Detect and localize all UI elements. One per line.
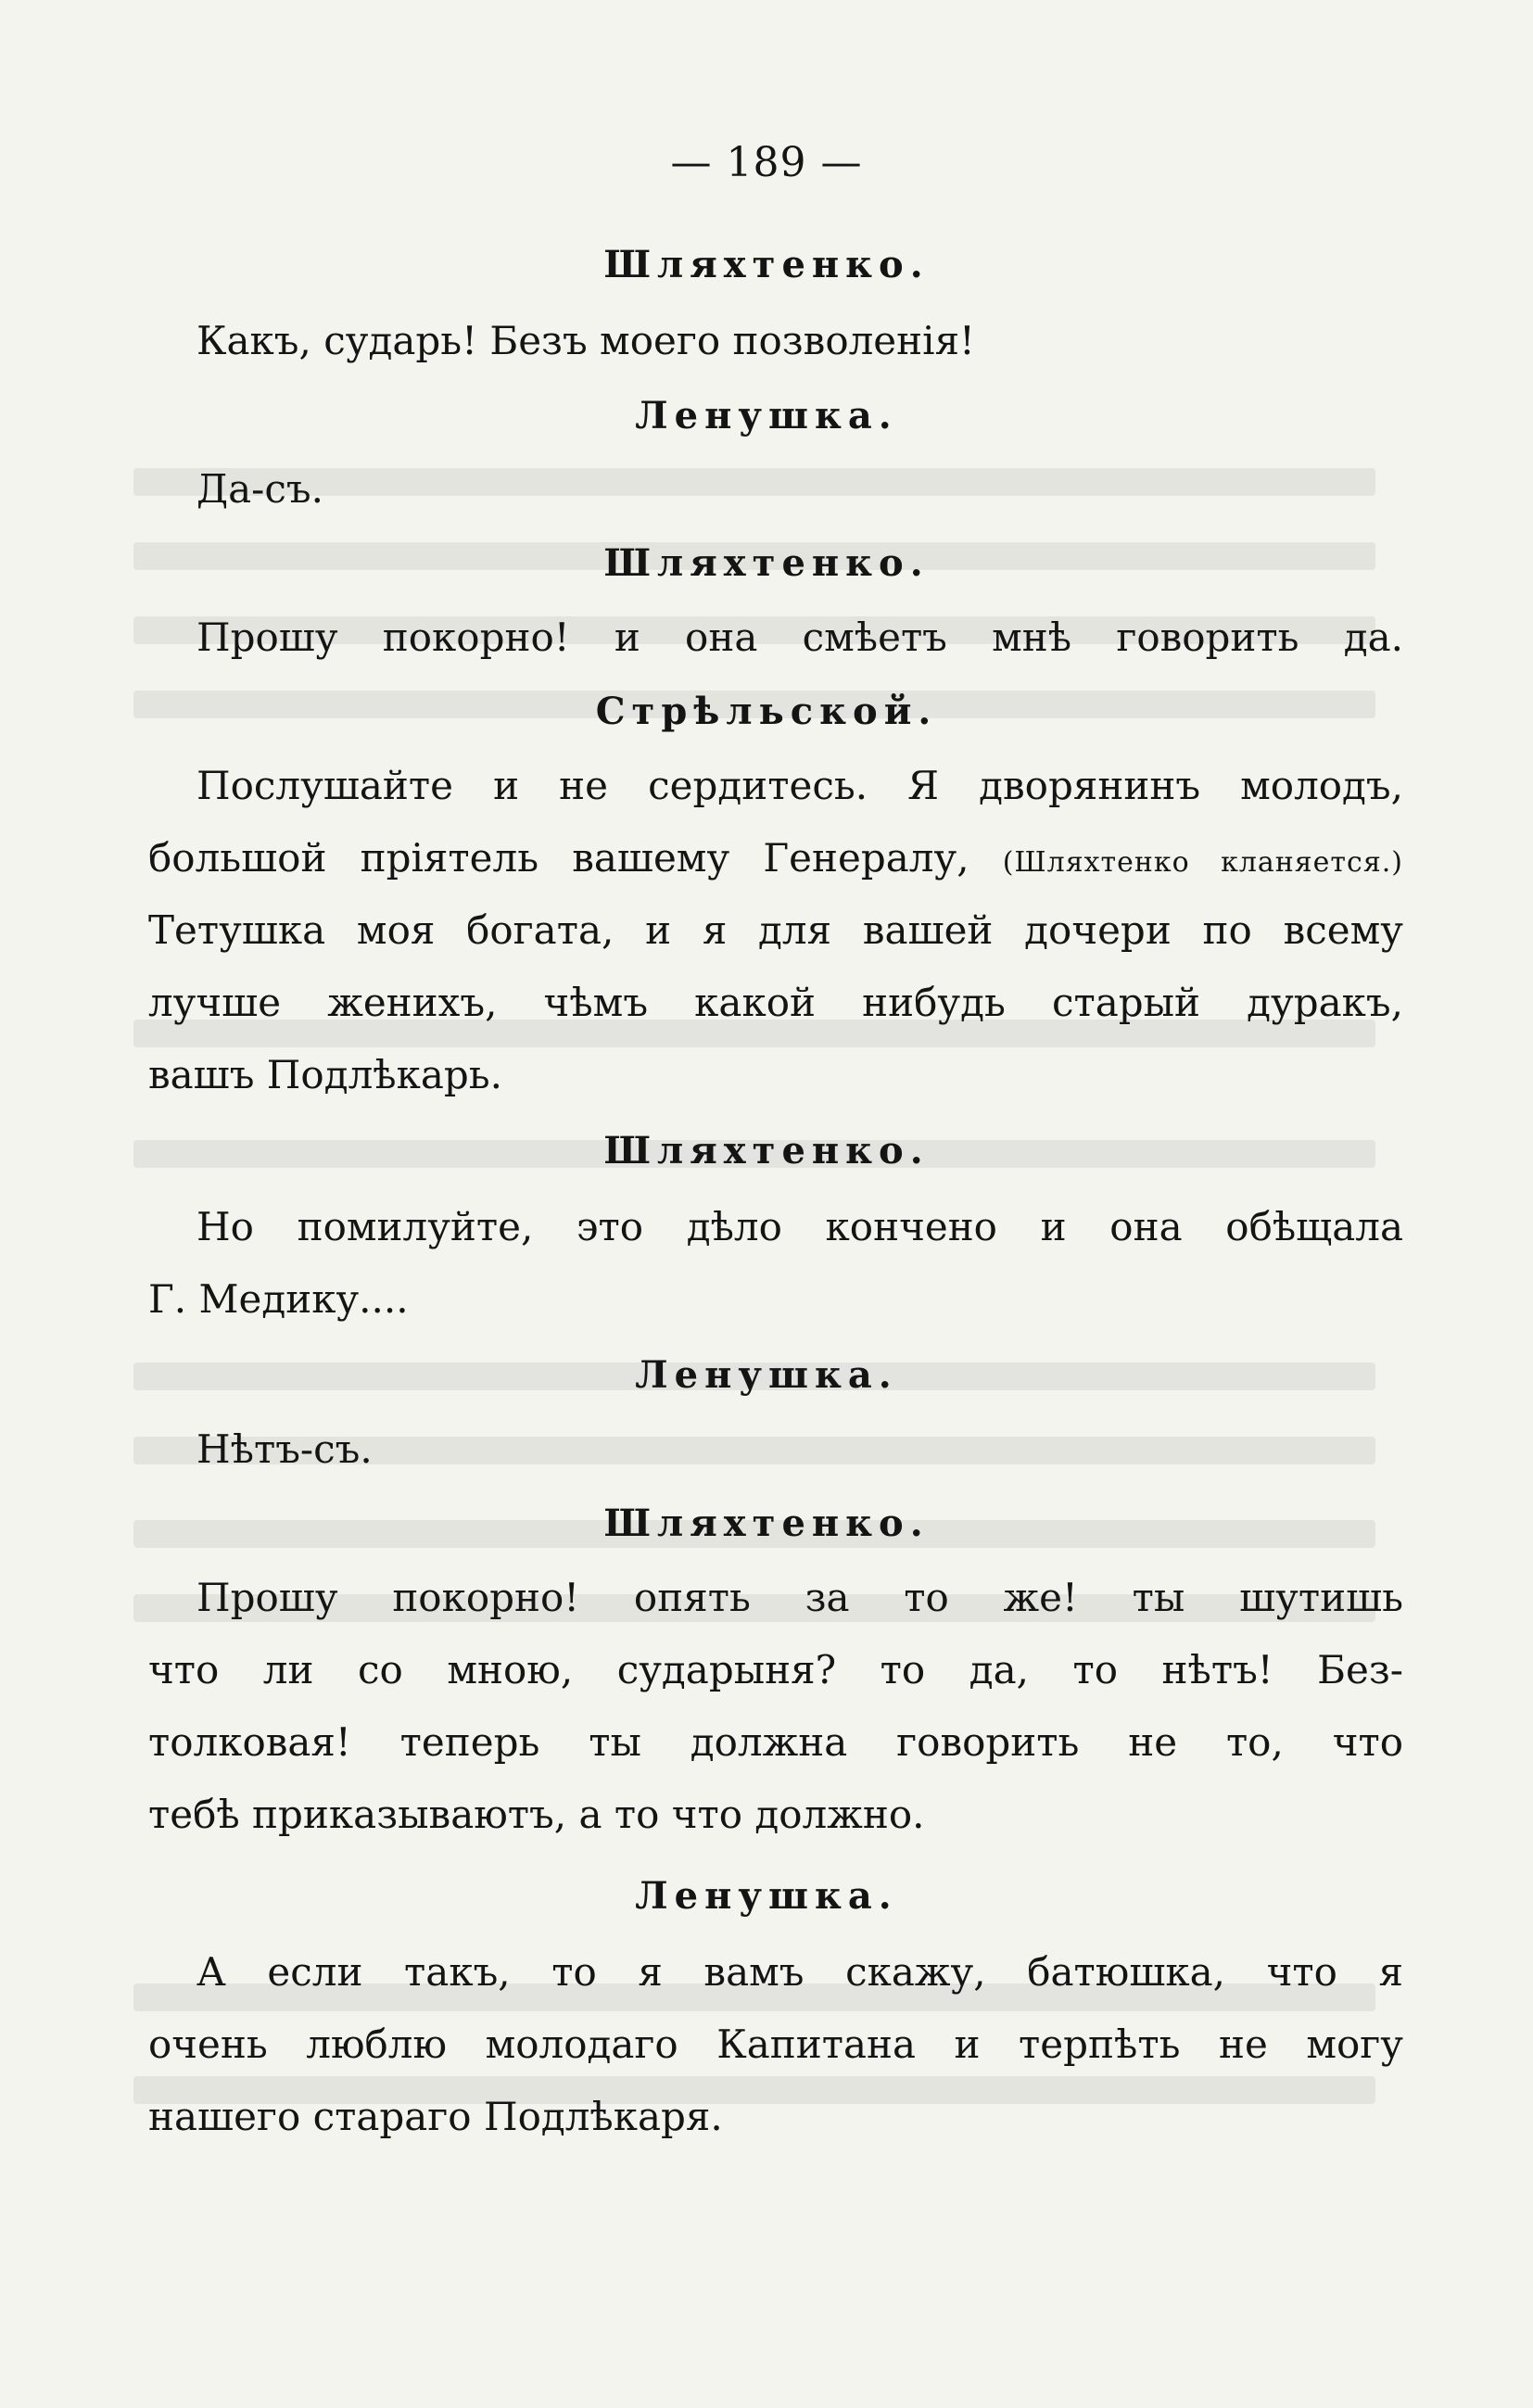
dialogue-line: лучше женихъ, чѣмъ какой нибудь старый дуракъ,: [148, 980, 1403, 1025]
dialogue-line: Г. Медику....: [148, 1276, 409, 1322]
dialogue-line: Тетушка моя богата, и я для вашей дочери по всему: [148, 907, 1403, 953]
dialogue-line: нашего стараго Подлѣкаря.: [148, 2094, 723, 2139]
speaker-name: Шляхтенко.: [603, 541, 930, 585]
speaker-name: Ленушка.: [635, 394, 898, 437]
dialogue-line: Но помилуйте, это дѣло кончено и она обѣщала: [196, 1204, 1403, 1249]
dialogue-line: Какъ, сударь! Безъ моего позволенія!: [196, 318, 975, 363]
stage-direction: (Шляхтенко кланяется.): [1002, 846, 1404, 879]
dialogue-line: Прошу покорно! опять за то же! ты шутишь: [196, 1575, 1403, 1620]
speaker-name: Ленушка.: [635, 1874, 898, 1918]
dialogue-line: Нѣтъ-съ.: [196, 1426, 373, 1472]
dialogue-line: Прошу покорно! и она смѣетъ мнѣ говорить да.: [196, 615, 1403, 660]
dialogue-line: очень люблю молодаго Капитана и терпѣть не могу: [148, 2021, 1403, 2067]
speaker-name: Шляхтенко.: [603, 243, 930, 286]
speaker-name: Ленушка.: [635, 1353, 898, 1397]
speaker-name: Шляхтенко.: [603, 1502, 930, 1545]
dialogue-line: большой пріятель вашему Генералу,: [148, 835, 969, 881]
page-number: — 189 —: [670, 139, 863, 186]
dialogue-line: А если такъ, то я вамъ скажу, батюшка, что я: [196, 1949, 1403, 1995]
dialogue-line: Послушайте и не сердитесь. Я дворянинъ молодъ,: [196, 763, 1403, 808]
dialogue-line-with-stage: [148, 832, 1403, 884]
dialogue-line: Да-съ.: [196, 466, 323, 512]
speaker-name: Шляхтенко.: [603, 1129, 930, 1172]
dialogue-line: тебѣ приказываютъ, а то что должно.: [148, 1792, 925, 1837]
speaker-name: Стрѣльской.: [595, 690, 938, 733]
dialogue-line: что ли со мною, сударыня? то да, то нѣтъ! Без-: [148, 1647, 1403, 1692]
dialogue-line: толковая! теперь ты должна говорить не то, что: [148, 1719, 1403, 1765]
dialogue-line: вашъ Подлѣкарь.: [148, 1052, 502, 1097]
